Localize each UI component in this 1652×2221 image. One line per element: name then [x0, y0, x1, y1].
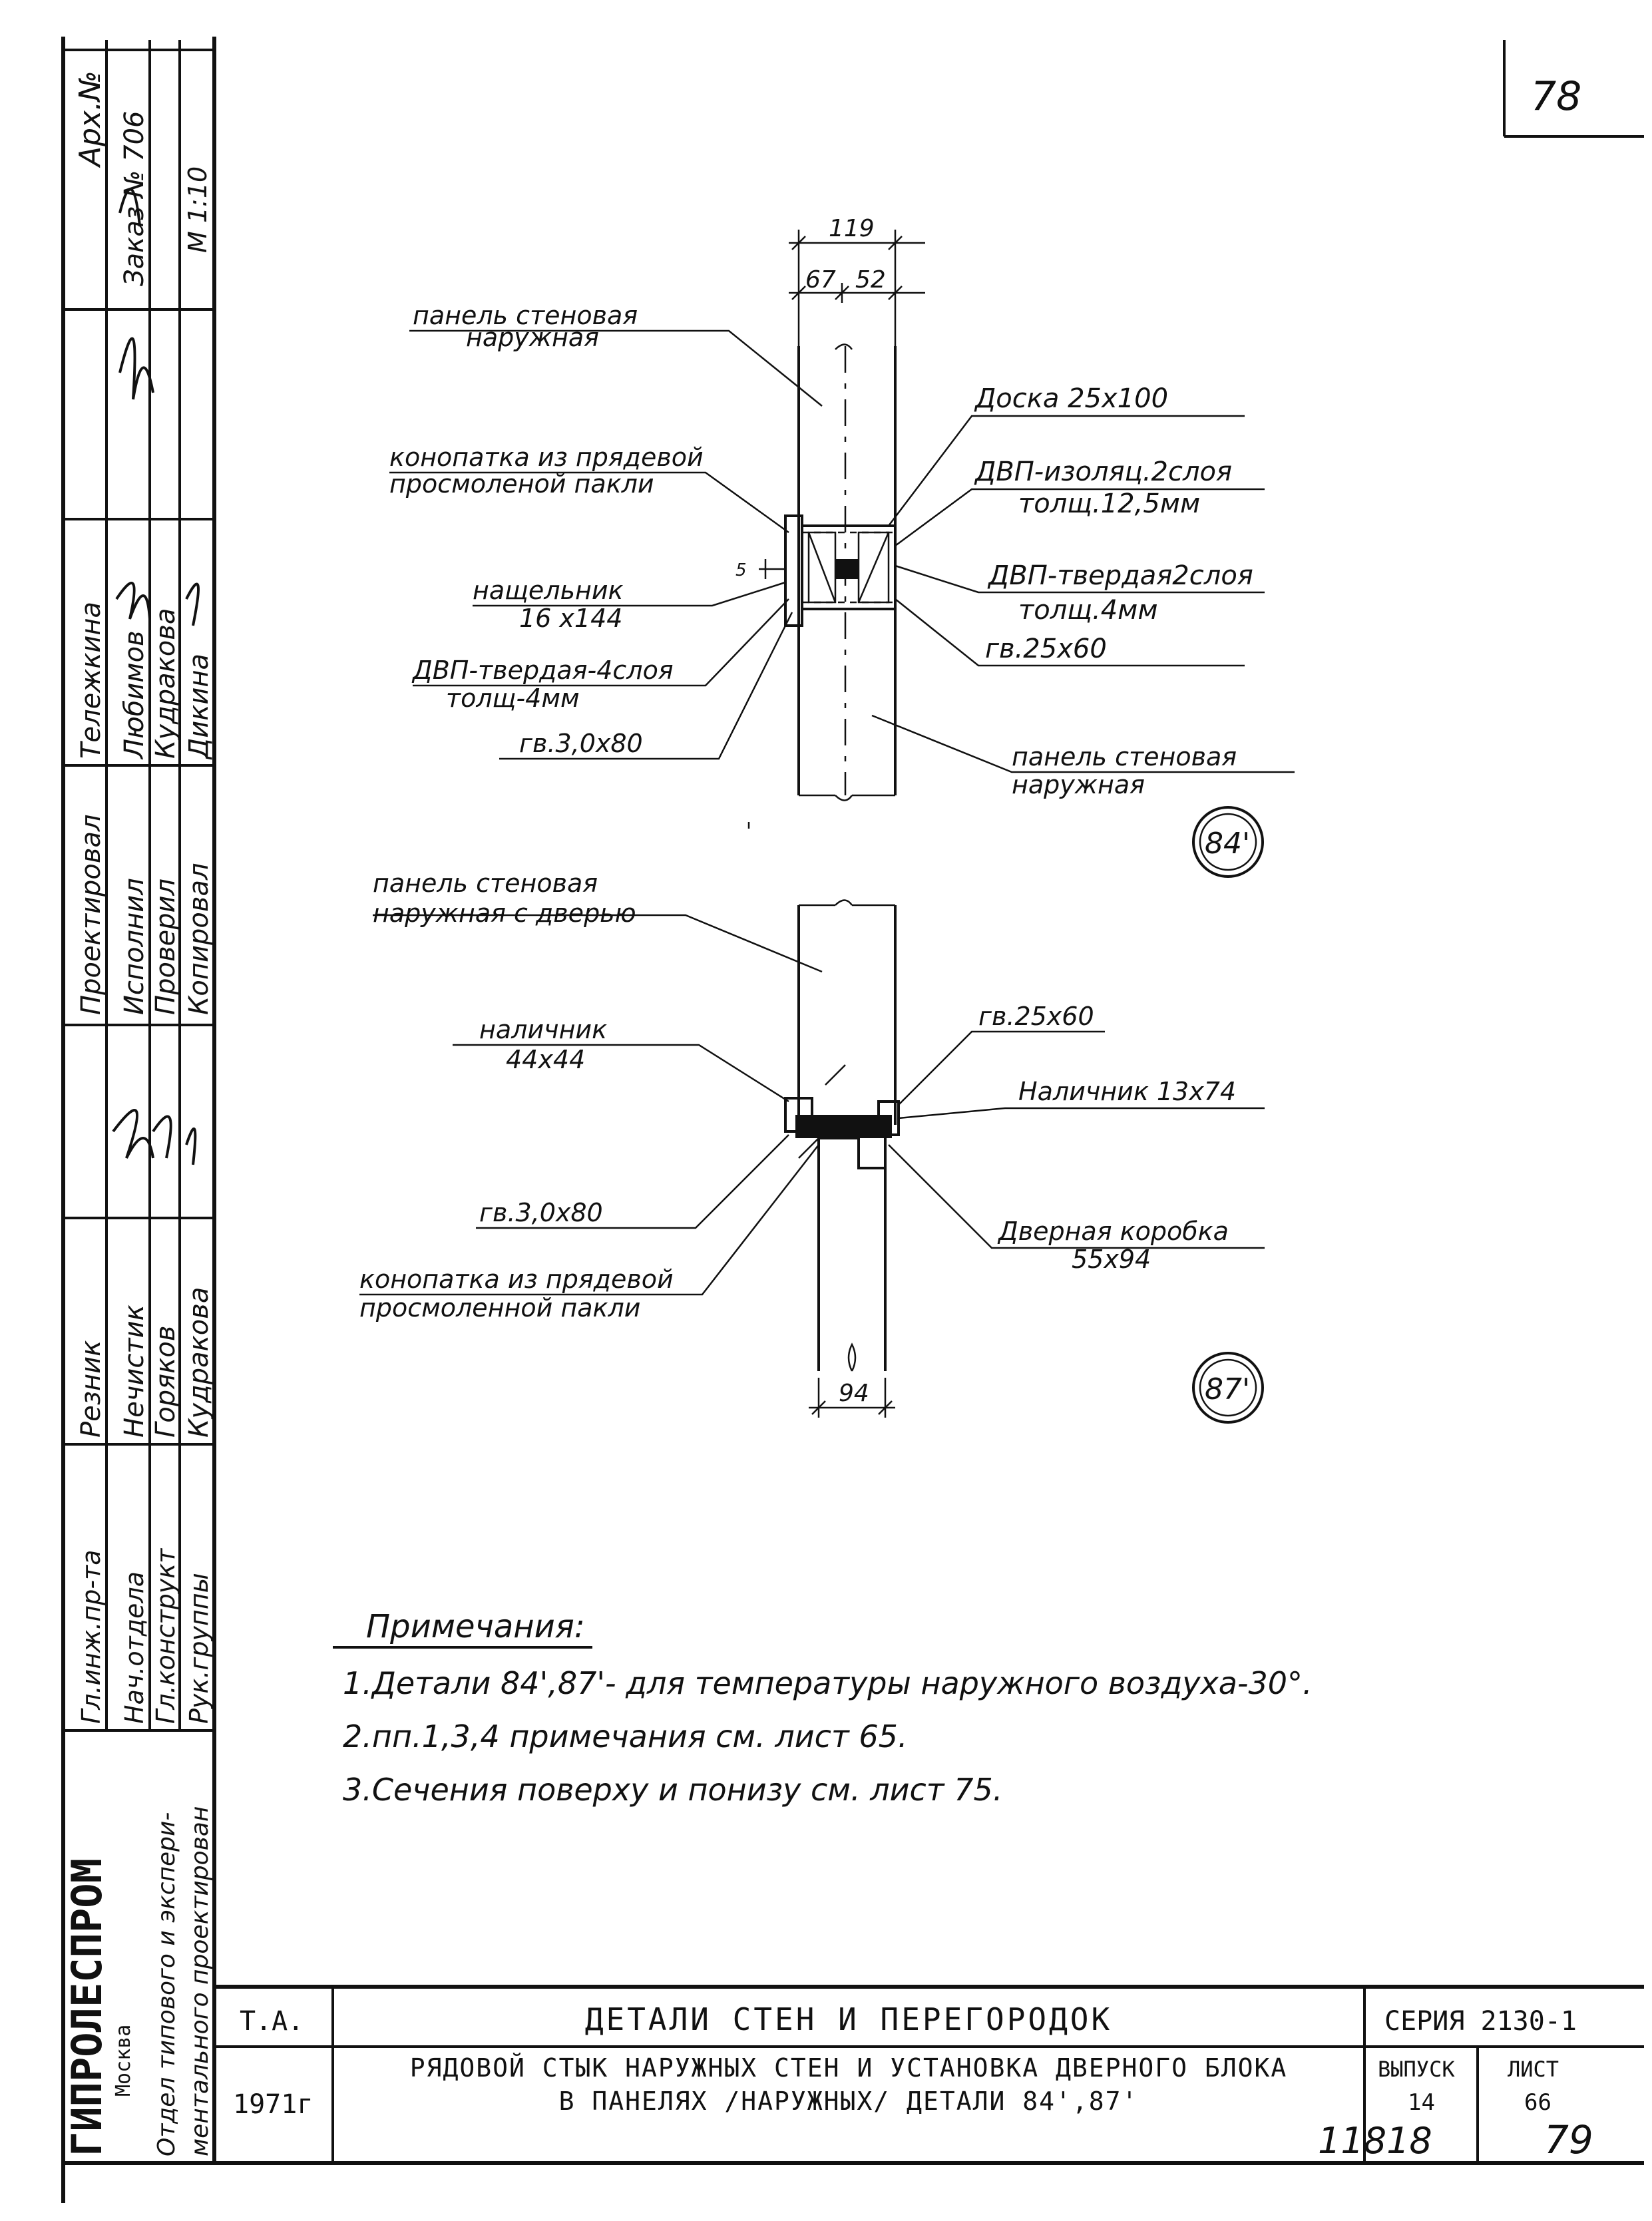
page-number: 78: [1531, 73, 1582, 120]
note-1: 1.Детали 84',87'- для температуры наружного воздуха-30°.: [343, 1665, 1313, 1701]
label-87-trim-2: 44х44: [506, 1045, 586, 1074]
label-84-dvp-hard-2: толщ.4мм: [1018, 595, 1158, 626]
detail-87-label: 87': [1205, 1372, 1251, 1406]
label-84-caulk-2: просмоленой пакли: [389, 469, 654, 499]
label-84-nail-left: гв.3,0х80: [519, 729, 643, 758]
label-87-panel-door-2: наружная с дверью: [373, 899, 636, 928]
label-87-frame-1: Дверная коробка: [998, 1217, 1229, 1246]
notes-title: Примечания:: [366, 1608, 585, 1645]
label-84-batten-2: 16 х144: [519, 604, 623, 633]
order-number: Заказ № 706: [119, 110, 150, 286]
label-84-dvp-ins-2: толщ.12,5мм: [1018, 489, 1201, 519]
label-84-dvp4-2: толщ-4мм: [446, 684, 580, 713]
label-84-caulk-1: конопатка из прядевой: [389, 443, 704, 472]
head-role-dept-head: Нач.отдела: [120, 1571, 149, 1724]
title-issue-label: ВЫПУСК: [1378, 2057, 1455, 2082]
label-87-nail-left: гв.3,0х80: [479, 1198, 603, 1227]
org-dept-line1: Отдел типового и экспери-: [153, 1812, 180, 2156]
head-name-1: Резник: [76, 1340, 106, 1438]
org-name: ГИПРОЛЕСПРОМ: [63, 1858, 111, 2156]
head-name-4: Кудракова: [184, 1287, 214, 1438]
detail-87-drawing: [359, 901, 1265, 1423]
detail-84-labels: [389, 301, 1253, 799]
label-87-frame-2: 55х94: [1072, 1245, 1151, 1274]
title-sheet-label: ЛИСТ: [1508, 2057, 1559, 2082]
title-subtitle-2: В ПАНЕЛЯХ /НАРУЖНЫХ/ ДЕТАЛИ 84',87': [558, 2087, 1139, 2116]
title-sheet-value: 66: [1524, 2089, 1551, 2116]
label-84-panel-bot-2: наружная: [1012, 770, 1145, 799]
title-subtitle-1: РЯДОВОЙ СТЫК НАРУЖНЫХ СТЕН И УСТАНОВКА ДВЕРНОГО БЛОКА: [409, 2053, 1288, 2083]
role-checked: Проверил: [150, 878, 181, 1015]
head-role-group-lead: Рук.группы: [184, 1573, 214, 1724]
label-87-panel-door-1: панель стеновая: [373, 869, 598, 898]
head-role-chief-designer: Гл.конструкт: [151, 1548, 180, 1724]
dim-84-left: 67: [805, 266, 836, 294]
title-main: ДЕТАЛИ СТЕН И ПЕРЕГОРОДОК: [584, 2001, 1113, 2037]
stamp-column: [63, 40, 214, 2156]
role-executed: Исполнил: [119, 878, 150, 1015]
name-executed: Любимов: [119, 630, 150, 759]
arch-number: Арх.№: [73, 71, 107, 166]
label-87-caulk-2: просмоленной пакли: [359, 1293, 641, 1322]
label-84-dvp-ins-1: ДВП-изоляц.2слоя: [975, 457, 1233, 487]
title-series: СЕРИЯ 2130-1: [1384, 2006, 1577, 2037]
footer-right: 79: [1544, 2117, 1593, 2162]
label-84-panel-top-1: панель стеновая: [413, 301, 638, 330]
label-84-panel-bot-1: панель стеновая: [1012, 742, 1237, 771]
dim-84-right: 52: [855, 266, 886, 294]
name-copied: Дикина: [184, 653, 214, 759]
dim-84-small: 5: [735, 560, 747, 580]
head-role-chief-engineer: Гл.инж.пр-та: [77, 1549, 106, 1724]
note-3: 3.Сечения поверху и понизу см. лист 75.: [343, 1772, 1003, 1808]
footer-left: 11818: [1318, 2120, 1432, 2162]
head-name-2: Нечистик: [119, 1305, 150, 1438]
label-84-dvp-hard-1: ДВП-твердая2слоя: [988, 560, 1253, 591]
name-checked: Кудракова: [150, 608, 181, 759]
label-87-nail-right: гв.25х60: [978, 1002, 1094, 1031]
dim-87-bottom: 94: [839, 1380, 869, 1407]
label-84-dvp4-1: ДВП-твердая-4слоя: [413, 656, 674, 685]
title-code: Т.А.: [240, 2006, 304, 2037]
title-block: [233, 2001, 1577, 2120]
title-issue-value: 14: [1408, 2089, 1435, 2116]
label-87-caulk-1: конопатка из прядевой: [359, 1265, 674, 1294]
label-87-trim-right: Наличник 13х74: [1018, 1077, 1237, 1106]
org-city: Москва: [112, 2024, 135, 2097]
label-84-panel-top-2: наружная: [466, 323, 599, 352]
role-designed: Проектировал: [76, 814, 106, 1015]
notes: [333, 1608, 1313, 1808]
dim-84-total: 119: [829, 215, 875, 242]
name-designed: Тележкина: [76, 601, 106, 759]
head-name-3: Горяков: [150, 1325, 181, 1438]
role-copied: Копировал: [184, 863, 214, 1015]
label-84-batten-1: нащельник: [473, 576, 624, 605]
org-dept-line2: ментального проектирован: [186, 1806, 214, 2156]
note-2: 2.пп.1,3,4 примечания см. лист 65.: [343, 1718, 908, 1754]
label-84-nail-right: гв.25х60: [985, 634, 1107, 664]
label-87-trim-1: наличник: [479, 1015, 608, 1044]
detail-84-label: 84': [1205, 827, 1251, 861]
scale: М 1:10: [183, 166, 212, 253]
title-year: 1971г: [233, 2089, 313, 2120]
label-84-board: Доска 25х100: [975, 383, 1169, 414]
